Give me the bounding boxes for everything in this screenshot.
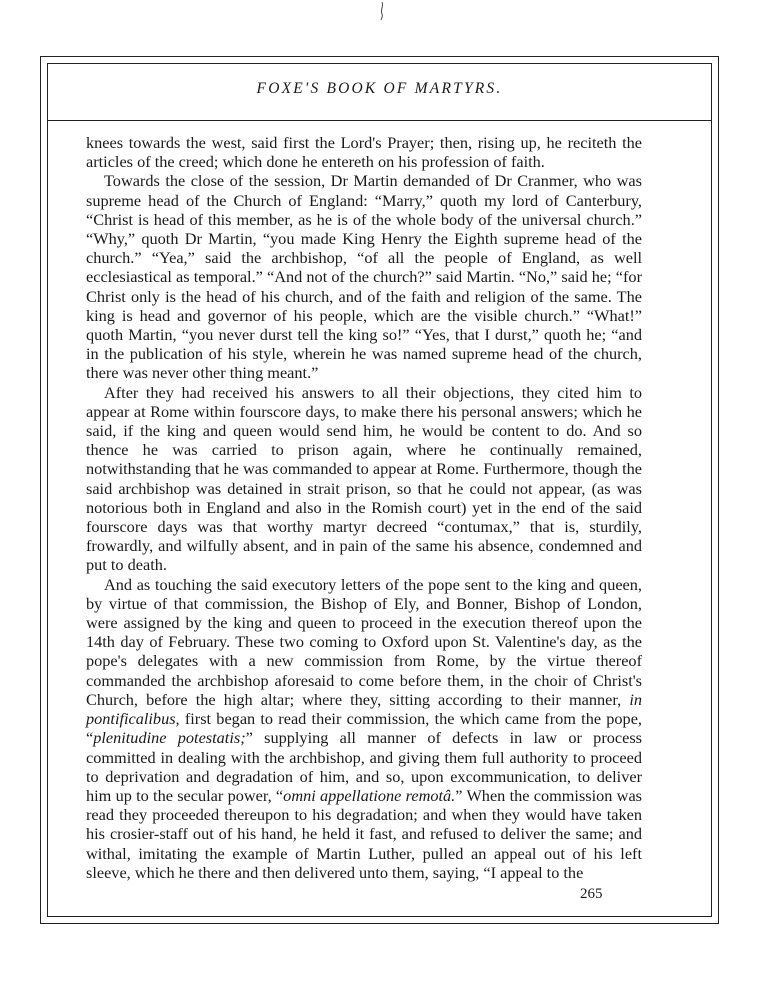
paragraph: Towards the close of the session, Dr Martin demanded of Dr Cranmer, who was supreme head of the Church of England: “Marry,” quoth my lord of Canterbury, “Christ is head of this member, as he is of the whole body of the universal church.” “Why,” quoth Dr Martin, “you made King Henry the Eighth supreme head of the church.” “Yea,” said the archbishop, “of all the people of England, as well ecclesiastical as temporal.” “And not of the church?” said Martin. “No,” said he; “for Christ only is the head of his church, and of the faith and religion of the same. The king is head and governor of his people, which are the visible church.” “What!” quoth Martin, “you never durst tell the king so!” “Yes, that I durst,” quoth he; “and in the publication of his style, wherein he was named supreme head of the church, there was never other thing meant.” (86, 171, 642, 383)
latin-phrase: omni appellatione remotâ. (283, 785, 456, 805)
latin-phrase: in pontificalibus, (86, 689, 642, 729)
latin-phrase: plenitudine potestatis; (93, 728, 246, 748)
text-run: And as touching the said executory letters of the pope sent to the king and queen, by virtue of that commission, the Bishop of Ely, and Bonner, Bishop of London, were assigned by the king and queen to proceed in the execution thereof upon the 14th day of February. These two coming to Oxford upon St. Valentine's day, as the pope's delegates with a new commission from Rome, by the virtue thereof commanded the archbishop aforesaid to come before them, in the choir of Christ's Church, before the high altar; where they, sitting according to their manner, (86, 574, 642, 709)
body-text (86, 133, 642, 882)
binding-mark (379, 2, 385, 20)
text-run: ” supplying all manner of defects in law or process committed in dealing with the archbishop, and giving them full authority to proceed to deprivation and degradation of him, and so, upon excommunication, to deliver him up to the secular power, “ (86, 728, 643, 805)
running-head: FOXE'S BOOK OF MARTYRS. (256, 80, 503, 97)
text-run: first began to read their commission, the which came from the pope, “ (86, 709, 642, 748)
header-rule (47, 120, 712, 121)
paragraph: After they had received his answers to all their objections, they cited him to appear at Rome within fourscore days, to make there his personal answers; which he said, if the king and queen would send him, he would be content to do. And so thence he was carried to prison again, where he continually remained, notwithstanding that he was commanded to appear at Rome. Furthermore, though the said archbishop was detained in strait prison, so that he could not appear, (as was notorious both in England and also in the Romish court) yet in the end of the said fourscore days was that worthy martyr decreed “contumax,” that is, sturdily, frowardly, and wilfully absent, and in pain of the same his absence, condemned and put to death. (86, 382, 642, 575)
text-run: ” When the commission was read they proceeded thereupon to his degradation; and when they would have taken his crosier-staff out of his hand, he held it fast, and refused to deliver the same; and withal, imitating the example of Martin Luther, pulled an appeal out of his left sleeve, which he there and then delivered unto them, saying, “I appeal to the (86, 785, 643, 882)
paragraph: knees towards the west, said first the Lord's Prayer; then, rising up, he reciteth the articles of the creed; which done he entereth on his profession of faith. (86, 133, 642, 172)
paragraph (86, 575, 642, 882)
page-number: 265 (580, 886, 603, 902)
